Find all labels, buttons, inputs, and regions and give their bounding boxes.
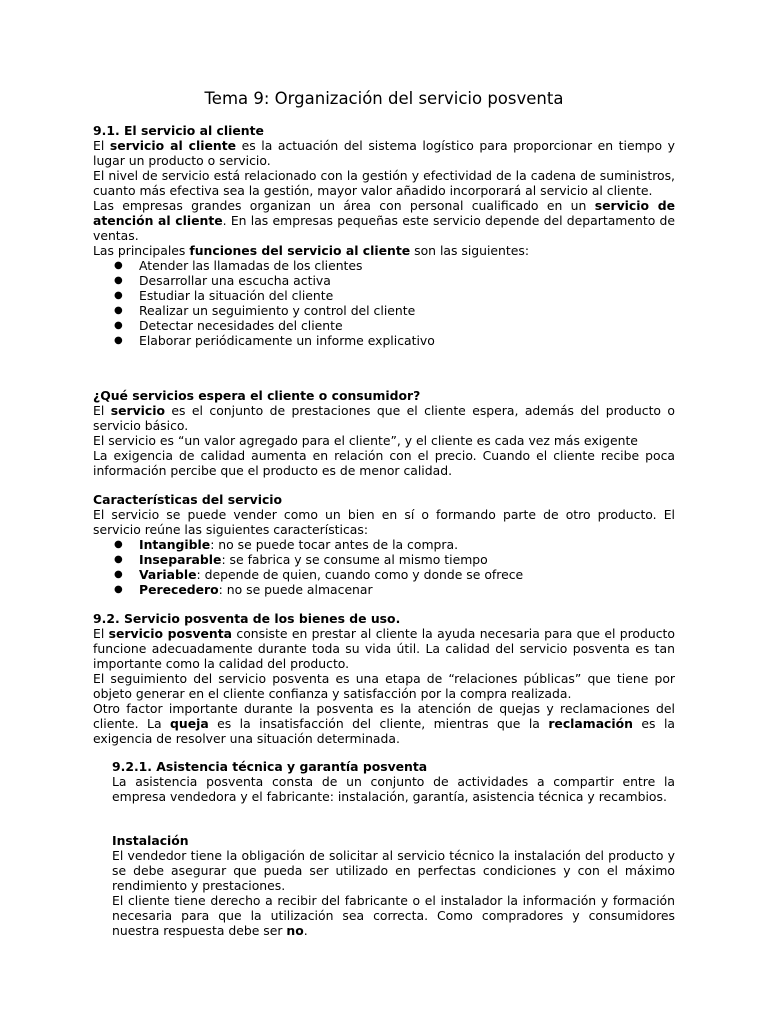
paragraph: El servicio posventa consiste en prestar al cliente la ayuda necesaria para que el producto funcione adecuadamente durante toda su vida útil. La calidad del servicio posventa es tan importante como la calidad del producto. bbox=[93, 626, 675, 671]
paragraph: El servicio es “un valor agregado para el cliente”, y el cliente es cada vez más exigente bbox=[93, 433, 638, 448]
paragraph: El servicio al cliente es la actuación del sistema logístico para proporcionar en tiempo y lugar un producto o servicio. bbox=[93, 138, 675, 168]
paragraph: El seguimiento del servicio posventa es una etapa de “relaciones públicas” que tiene por objeto generar en el cliente confianza y satisfacción por la compra realizada. bbox=[93, 671, 675, 701]
list-item: ● Variable: depende de quien, cuando como y donde se ofrece bbox=[93, 567, 675, 582]
paragraph: Las principales funciones del servicio al cliente son las siguientes: bbox=[93, 243, 530, 258]
document-title: Tema 9: Organización del servicio posventa bbox=[204, 89, 564, 108]
paragraph: Otro factor importante durante la posventa es la atención de quejas y reclamaciones del cliente. La queja es la insatisfacción del cliente, mientras que la reclamación es la exigencia de resolver una situación determinada. bbox=[93, 701, 675, 746]
section-heading: ¿Qué servicios espera el cliente o consumidor? bbox=[93, 388, 421, 403]
section-que-servicios bbox=[93, 388, 675, 478]
list-item: ● Inseparable: se fabrica y se consume al mismo tiempo bbox=[93, 552, 675, 567]
paragraph: El nivel de servicio está relacionado con la gestión y efectividad de la cadena de suministros, cuanto más efectiva sea la gestión, mayor valor añadido incorporará al servicio al cliente. bbox=[93, 168, 675, 198]
list-item: ● Elaborar periódicamente un informe explicativo bbox=[93, 333, 675, 348]
list-item: ● Perecedero: no se puede almacenar bbox=[93, 582, 675, 597]
section-servicio-al-cliente bbox=[93, 123, 675, 348]
paragraph: El cliente tiene derecho a recibir del fabricante o el instalador la información y formación necesaria para que la utilización sea correcta. Como compradores y consumidores nuestra respuesta debe ser no. bbox=[112, 893, 675, 938]
list-item: ● Estudiar la situación del cliente bbox=[93, 288, 675, 303]
list-item: ● Detectar necesidades del cliente bbox=[93, 318, 675, 333]
list-item: ● Realizar un seguimiento y control del cliente bbox=[93, 303, 675, 318]
paragraph: La exigencia de calidad aumenta en relación con el precio. Cuando el cliente recibe poca información percibe que el producto es de menor calidad. bbox=[93, 448, 675, 478]
list-item: ● Desarrollar una escucha activa bbox=[93, 273, 675, 288]
bullet-list bbox=[93, 258, 675, 348]
section-caracteristicas bbox=[93, 492, 675, 597]
section-heading: 9.1. El servicio al cliente bbox=[93, 123, 264, 138]
section-servicio-posventa bbox=[93, 611, 675, 746]
paragraph: El servicio es el conjunto de prestaciones que el cliente espera, además del producto o servicio básico. bbox=[93, 403, 675, 433]
section-instalacion bbox=[112, 833, 675, 938]
section-heading: Características del servicio bbox=[93, 492, 283, 507]
section-heading: 9.2. Servicio posventa de los bienes de uso. bbox=[93, 611, 401, 626]
section-asistencia-tecnica bbox=[112, 759, 675, 804]
section-heading: 9.2.1. Asistencia técnica y garantía posventa bbox=[112, 759, 428, 774]
paragraph: La asistencia posventa consta de un conjunto de actividades a compartir entre la empresa vendedora y el fabricante: instalación, garantía, asistencia técnica y recambios. bbox=[112, 774, 675, 804]
section-heading: Instalación bbox=[112, 833, 189, 848]
paragraph: Las empresas grandes organizan un área con personal cualificado en un servicio de atención al cliente. En las empresas pequeñas este servicio depende del departamento de ventas. bbox=[93, 198, 676, 243]
paragraph: El vendedor tiene la obligación de solicitar al servicio técnico la instalación del producto y se debe asegurar que pueda ser utilizado en perfectas condiciones y con el máximo rendimiento y prestaciones. bbox=[112, 848, 675, 893]
bullet-list bbox=[93, 537, 675, 597]
list-item: ● Atender las llamadas de los clientes bbox=[93, 258, 675, 273]
paragraph: El servicio se puede vender como un bien en sí o formando parte de otro producto. El servicio reúne las siguientes características: bbox=[93, 507, 675, 537]
list-item: ● Intangible: no se puede tocar antes de la compra. bbox=[93, 537, 675, 552]
